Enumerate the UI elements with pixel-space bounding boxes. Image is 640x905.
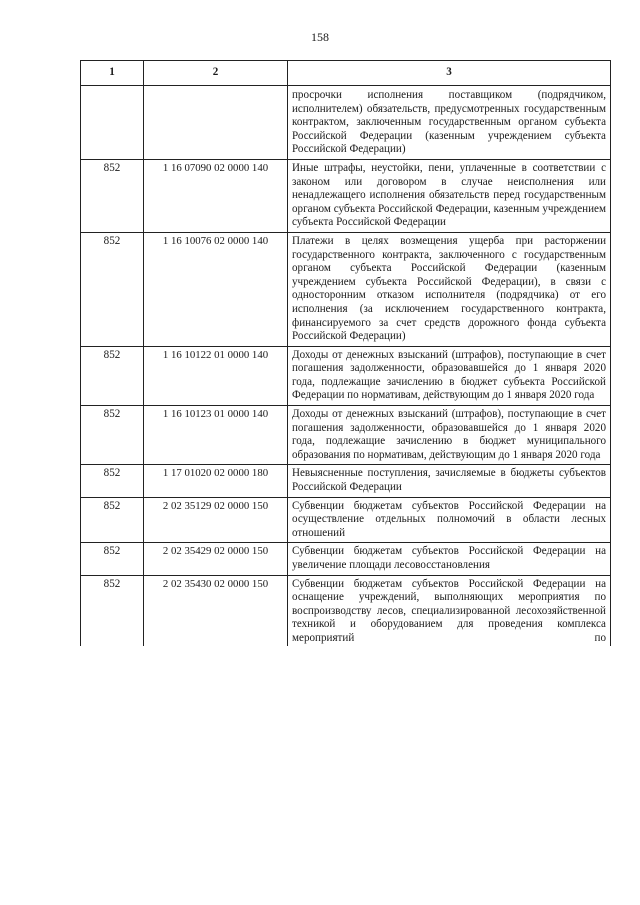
table-row [81,346,611,405]
revenue-code-cell: 1 16 10076 02 0000 140 [144,232,288,346]
column-header-3: 3 [288,61,611,86]
column-header-1: 1 [81,61,144,86]
revenue-code-cell: 2 02 35129 02 0000 150 [144,497,288,543]
admin-code-cell: 852 [81,159,144,232]
table-row [81,543,611,575]
table-row [81,159,611,232]
table-row [81,497,611,543]
description-cell: Доходы от денежных взысканий (штрафов), поступающие в счет погашения задолженности, образовавшейся до 1 января 2020 года, подлежащие зачислению в бюджет субъекта Российской Федерации по нормативам, действующим до 1 января 2020 года [288,346,611,405]
admin-code-cell: 852 [81,465,144,497]
revenue-code-cell: 1 16 10122 01 0000 140 [144,346,288,405]
description-cell: Субвенции бюджетам субъектов Российской Федерации на осуществление отдельных полномочий в области лесных отношений [288,497,611,543]
admin-code-cell: 852 [81,575,144,645]
column-header-2: 2 [144,61,288,86]
table-row [81,406,611,465]
revenue-code-cell: 2 02 35429 02 0000 150 [144,543,288,575]
table-row [81,575,611,645]
description-cell: просрочки исполнения поставщиком (подрядчиком, исполнителем) обязательств, предусмотренных государственным контрактом, заключенным государственным органом субъекта Российской Федерации (казенным учреждением субъекта Российской Федерации) [288,86,611,160]
description-cell: Субвенции бюджетам субъектов Российской Федерации на увеличение площади лесовосстановления [288,543,611,575]
admin-code-cell: 852 [81,232,144,346]
table-header-row [81,61,611,86]
table-row [81,465,611,497]
description-cell: Иные штрафы, неустойки, пени, уплаченные в соответствии с законом или договором в случае неисполнения или ненадлежащего исполнения обязательств перед государственным органом субъекта Российской Федерации, казенным учреждением субъекта Российской Федерации [288,159,611,232]
revenue-code-cell: 2 02 35430 02 0000 150 [144,575,288,645]
admin-code-cell: 852 [81,406,144,465]
revenue-code-cell: 1 16 07090 02 0000 140 [144,159,288,232]
revenue-code-cell: 1 17 01020 02 0000 180 [144,465,288,497]
table-row [81,86,611,160]
description-cell: Невыясненные поступления, зачисляемые в бюджеты субъектов Российской Федерации [288,465,611,497]
admin-code-cell: 852 [81,543,144,575]
table-row [81,232,611,346]
admin-code-cell: 852 [81,346,144,405]
admin-code-cell [81,86,144,160]
admin-code-cell: 852 [81,497,144,543]
budget-revenue-table [80,60,611,646]
description-cell: Доходы от денежных взысканий (штрафов), поступающие в счет погашения задолженности, образовавшейся до 1 января 2020 года, подлежащие зачислению в бюджет муниципального образования по нормативам, действующим до 1 января 2020 года [288,406,611,465]
description-cell: Платежи в целях возмещения ущерба при расторжении государственного контракта, заключенного с государственным органом субъекта Российской Федерации (казенным учреждением субъекта Российской Федерации), в связи с односторонним отказом исполнителя (подрядчика) от его исполнения (за исключением государственного контракта, финансируемого за счет средств дорожного фонда субъекта Российской Федерации) [288,232,611,346]
description-cell: Субвенции бюджетам субъектов Российской Федерации на оснащение учреждений, выполняющих мероприятия по воспроизводству лесов, специализированной лесохозяйственной техникой и оборудованием для проведения комплекса мероприятий по [288,575,611,645]
revenue-code-cell: 1 16 10123 01 0000 140 [144,406,288,465]
page-number: 158 [311,30,329,44]
revenue-code-cell [144,86,288,160]
